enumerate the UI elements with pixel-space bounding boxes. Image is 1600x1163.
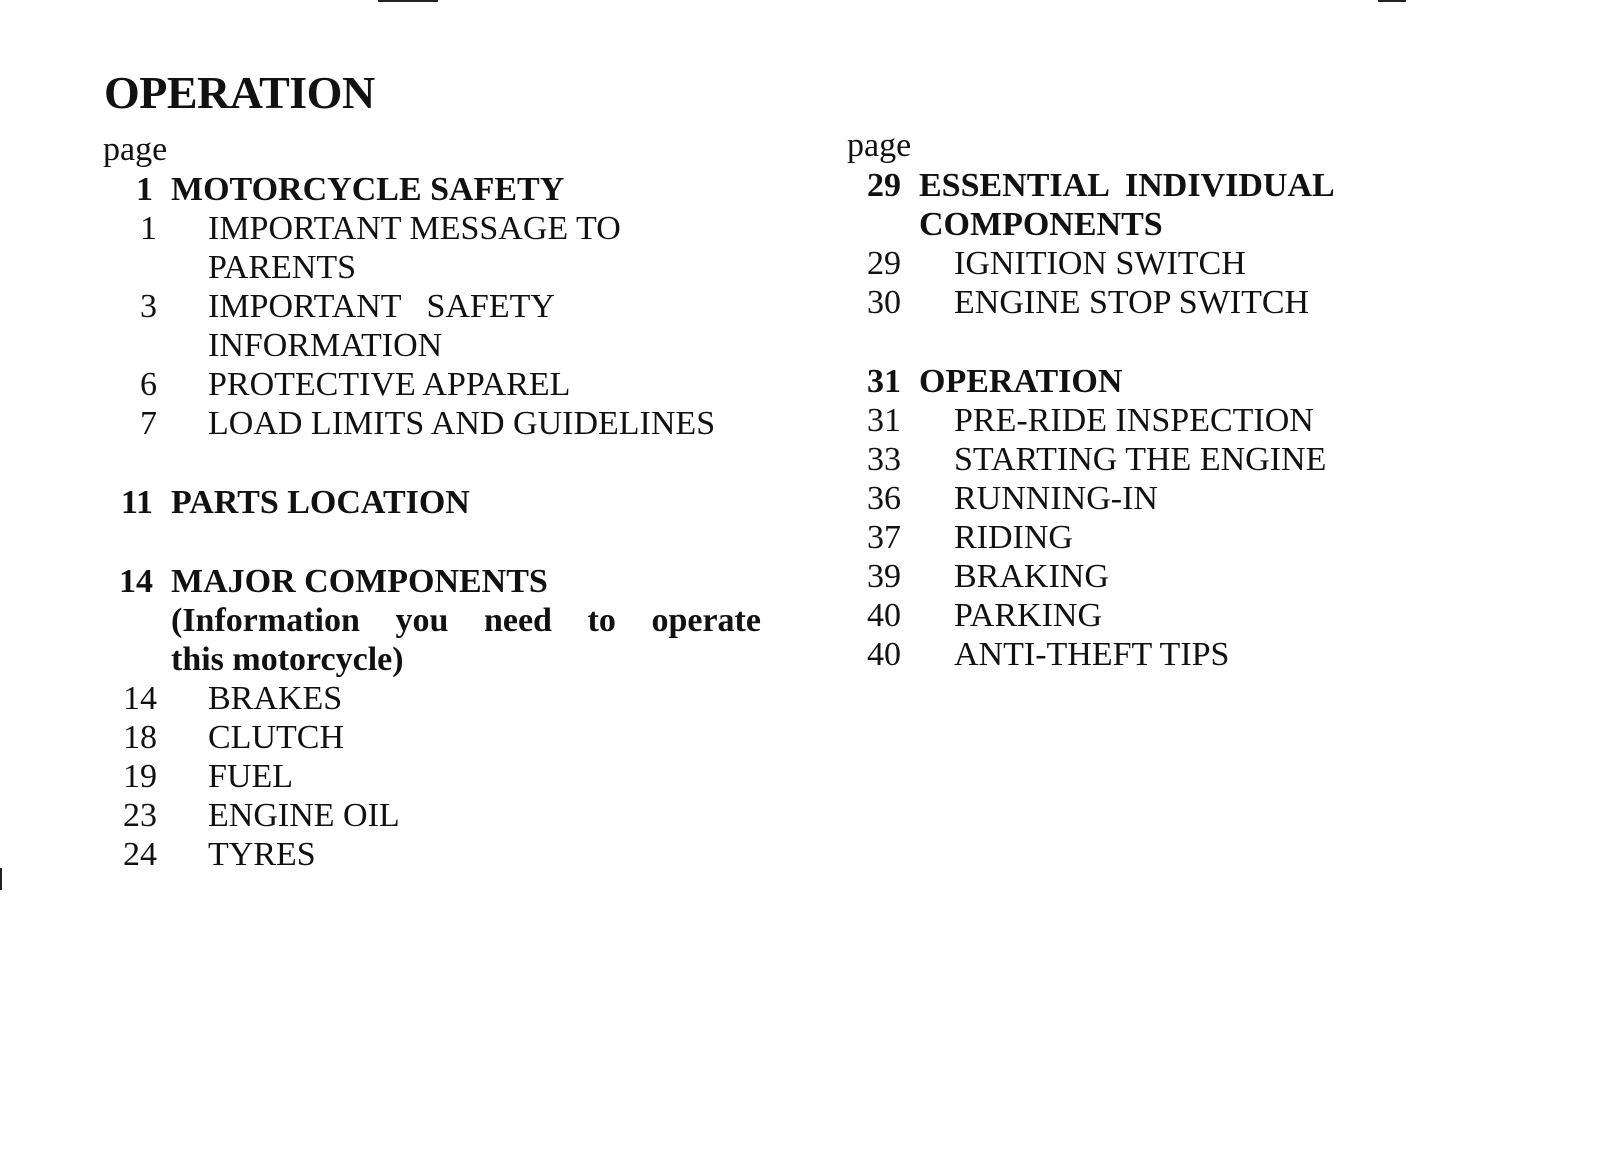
toc-entry [847, 283, 1547, 322]
description-word: to [587, 602, 616, 639]
toc-entry [103, 287, 803, 326]
scan-mark [1378, 0, 1406, 2]
entry-title: CLUTCH [208, 719, 344, 756]
toc-entry [847, 244, 1547, 283]
toc-entry [847, 557, 1547, 596]
page-number: 3 [140, 288, 157, 325]
description-word: need [483, 602, 552, 639]
page-number: 30 [867, 284, 901, 321]
section-title: MAJOR COMPONENTS [171, 563, 548, 600]
scan-mark [378, 0, 438, 2]
entry-title: ENGINE STOP SWITCH [954, 284, 1310, 321]
description-word: operate [651, 602, 761, 639]
entry-title: ANTI-THEFT TIPS [954, 636, 1230, 673]
page-number: 19 [123, 758, 157, 795]
page-number: 39 [867, 558, 901, 595]
page-number: 40 [867, 597, 901, 634]
page-number: 14 [119, 563, 153, 600]
toc-entry [847, 518, 1547, 557]
entry-title: LOAD LIMITS AND GUIDELINES [208, 405, 716, 442]
toc-section [847, 362, 1547, 401]
entry-title: BRAKING [954, 558, 1109, 595]
page-label: page [103, 131, 168, 168]
section-title-continued: COMPONENTS [919, 206, 1163, 243]
page-title: OPERATION [104, 67, 375, 118]
page-number: 18 [123, 719, 157, 756]
toc-entry [103, 365, 803, 404]
entry-title: PRE-RIDE INSPECTION [954, 402, 1314, 439]
toc-entry [103, 404, 803, 443]
entry-title: STARTING THE ENGINE [954, 441, 1327, 478]
entry-title: IGNITION SWITCH [954, 245, 1246, 282]
page-number: 36 [867, 480, 901, 517]
page-number: 31 [867, 402, 901, 439]
section-title: ESSENTIAL INDIVIDUAL [919, 167, 1335, 204]
toc-entry [103, 796, 803, 835]
toc-entry [847, 635, 1547, 674]
page-number: 29 [867, 245, 901, 282]
page-number: 1 [140, 210, 157, 247]
toc-section [847, 166, 1547, 205]
page-number: 1 [136, 171, 153, 208]
toc-section [103, 562, 803, 601]
toc-entry [103, 757, 803, 796]
toc-entry [847, 401, 1547, 440]
entry-title: FUEL [208, 758, 293, 795]
section-title: OPERATION [919, 363, 1123, 400]
description-word: (Information [171, 602, 360, 639]
toc-section [103, 483, 803, 522]
toc-section [103, 170, 803, 209]
toc-entry [103, 209, 803, 248]
entry-title-continued: INFORMATION [208, 327, 443, 364]
page-number: 11 [120, 484, 153, 521]
toc-entry [103, 679, 803, 718]
page-number: 29 [867, 167, 901, 204]
entry-title: BRAKES [208, 680, 343, 717]
page-number: 7 [140, 405, 157, 442]
page-number: 33 [867, 441, 901, 478]
section-title: MOTORCYCLE SAFETY [171, 171, 565, 208]
description-word: you [395, 602, 449, 639]
toc-entry [103, 718, 803, 757]
toc-entry [847, 596, 1547, 635]
entry-title: PARKING [954, 597, 1103, 634]
toc-entry [847, 440, 1547, 479]
page-number: 37 [867, 519, 901, 556]
section-description [103, 601, 771, 679]
toc-entry [847, 479, 1547, 518]
toc-entry [103, 835, 803, 874]
entry-title: RUNNING-IN [954, 480, 1158, 517]
description-line: this motorcycle) [171, 641, 404, 678]
entry-title: TYRES [208, 836, 316, 873]
entry-title: IMPORTANT SAFETY [208, 288, 555, 325]
section-title: PARTS LOCATION [171, 484, 470, 521]
page-number: 23 [123, 797, 157, 834]
page-number: 31 [867, 363, 901, 400]
entry-title: PROTECTIVE APPAREL [208, 366, 571, 403]
toc-right-column [847, 126, 1547, 674]
entry-title-continued: PARENTS [208, 249, 357, 286]
page-label: page [847, 127, 912, 164]
toc-left-column [103, 130, 803, 874]
page-number: 40 [867, 636, 901, 673]
entry-title: ENGINE OIL [208, 797, 400, 834]
page-number: 24 [123, 836, 157, 873]
entry-title: IMPORTANT MESSAGE TO [208, 210, 621, 247]
entry-title: RIDING [954, 519, 1073, 556]
page-number: 6 [140, 366, 157, 403]
page-number: 14 [123, 680, 157, 717]
scan-mark [0, 868, 2, 890]
